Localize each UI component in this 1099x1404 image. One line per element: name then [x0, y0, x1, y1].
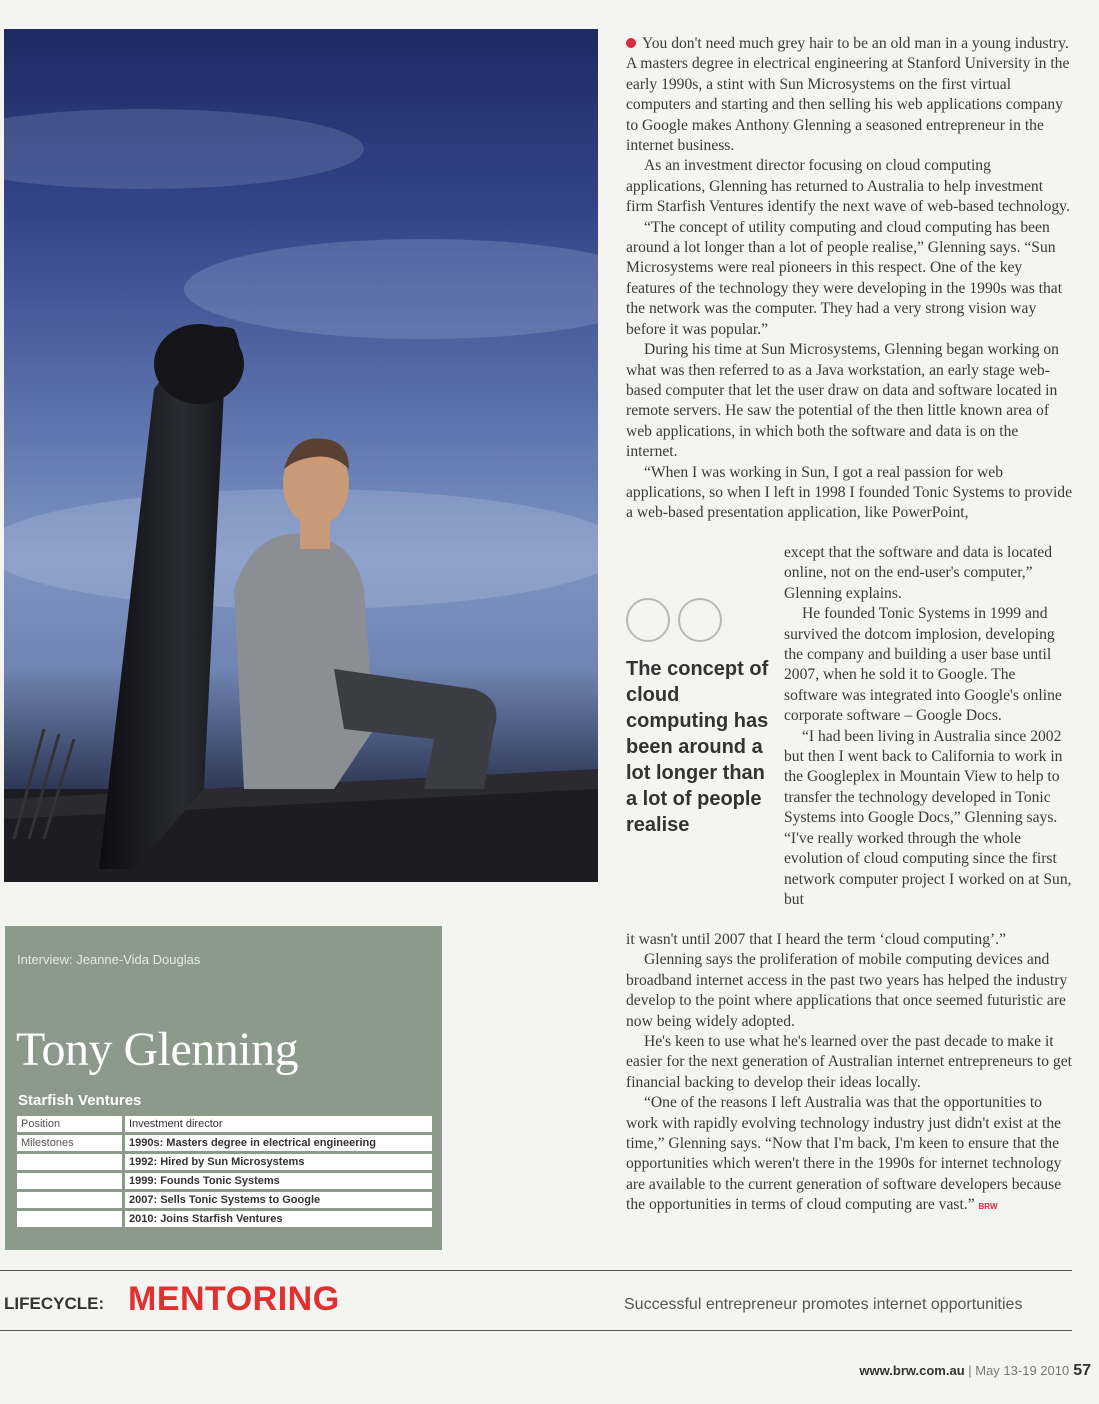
article-body-wrap [784, 543, 1072, 910]
paragraph: “One of the reasons I left Australia was that the opportunities to work with rapidly evolving technology industry just didn't exist at the time,” Glenning says. “Now that I'm back, I'm keen to ensure that the opportunities which weren't there in the 1990s for internet technology are available to the current generation of software developers because the opportunities in terms of cloud computing are vast.” BRW [626, 1094, 1062, 1214]
article-body-tail [626, 930, 1072, 1218]
page-number: 57 [1073, 1362, 1091, 1379]
site-url: www.brw.com.au [859, 1363, 965, 1378]
section-title: MENTORING [128, 1280, 340, 1318]
end-mark: BRW [978, 1202, 998, 1212]
table-row: Milestones 1990s: Masters degree in electrical engineering [17, 1134, 432, 1153]
table-row: 2010: Joins Starfish Ventures [17, 1210, 432, 1229]
paragraph: “I had been living in Australia since 2002 but then I went back to California to work in the Googleplex in Mountain View to help to transfer the technology developed in Tonic Systems into Google Docs,” Glenning says. “I've really worked through the whole evolution of cloud computing since the first network computer project I worked on at Sun, but [784, 727, 1072, 908]
paragraph: He's keen to use what he's learned over the past decade to make it easier for the next generation of Australian internet entrepreneurs to get financial backing to develop their ideas locally. [626, 1033, 1072, 1091]
table-row: 2007: Sells Tonic Systems to Google [17, 1191, 432, 1210]
profile-company: Starfish Ventures [18, 1092, 142, 1109]
paragraph: “When I was working in Sun, I got a real passion for web applications, so when I left in 1998 I founded Tonic Systems to provide a web-based presentation application, like PowerPoint, [626, 463, 1073, 522]
paragraph: except that the software and data is located online, not on the end-user's computer,” Glenning explains. [784, 544, 1053, 602]
paragraph: “The concept of utility computing and cloud computing has been around a lot longer than a lot of people realise,” Glenning says. “Sun Microsystems were real pioneers in this respect. One of the key features of the technology they were developing in the 1990s was that the network was the computer. They had a very strong vision way before it was popular.” [626, 218, 1063, 338]
pull-quote: The concept of cloud computing has been around a lot longer than a lot of people realise [626, 658, 769, 836]
portrait-photo [4, 29, 598, 882]
table-row: Position Investment director [17, 1116, 432, 1134]
photo-illustration [4, 29, 598, 882]
section-label: LIFECYCLE: [4, 1294, 105, 1313]
article-body [626, 34, 1072, 524]
interviewer-credit: Interview: Jeanne-Vida Douglas [17, 952, 201, 967]
issue-date: May 13-19 2010 [975, 1363, 1070, 1378]
facts-table [17, 1116, 432, 1230]
strapline: Successful entrepreneur promotes internet opportunities [624, 1296, 1023, 1313]
table-row: 1999: Founds Tonic Systems [17, 1172, 432, 1191]
table-row: 1992: Hired by Sun Microsystems [17, 1153, 432, 1172]
quote-marks-icon [626, 598, 730, 647]
divider [0, 1330, 1072, 1331]
bullet-icon [626, 38, 636, 48]
paragraph: During his time at Sun Microsystems, Glenning began working on what was then referred to as a Java workstation, an early stage web-based computer that let the user draw on data and software located in remote servers. He saw the potential of the then little known area of web applications, in which both the software and data is on the internet. [626, 341, 1059, 461]
paragraph: Glenning says the proliferation of mobile computing devices and broadband internet access in the past two years has helped the industry develop to the point where applications that once seemed futuristic are now being widely adopted. [626, 951, 1068, 1030]
paragraph: You don't need much grey hair to be an old man in a young industry. A masters degree in electrical engineering at Stanford University in the early 1990s, a stint with Sun Microsystems on the first virtual computers and starting and then selling his web applications company to Google makes Anthony Glenning a seasoned entrepreneur in the internet business. [626, 35, 1070, 155]
profile-box [5, 926, 442, 1250]
divider [0, 1270, 1072, 1271]
paragraph: it wasn't until 2007 that I heard the term ‘cloud computing’.” [626, 931, 1006, 948]
profile-name: Tony Glenning [16, 1023, 299, 1076]
paragraph: As an investment director focusing on cloud computing applications, Glenning has returned to Australia to help investment firm Starfish Ventures identify the next wave of web-based technology. [626, 157, 1070, 216]
page-folio: www.brw.com.au | May 13-19 2010 57 [859, 1362, 1091, 1379]
paragraph: He founded Tonic Systems in 1999 and survived the dotcom implosion, developing the company and building a user base until 2007, when he sold it to Google. The software was integrated into Google's online corporate software – Google Docs. [784, 605, 1062, 725]
